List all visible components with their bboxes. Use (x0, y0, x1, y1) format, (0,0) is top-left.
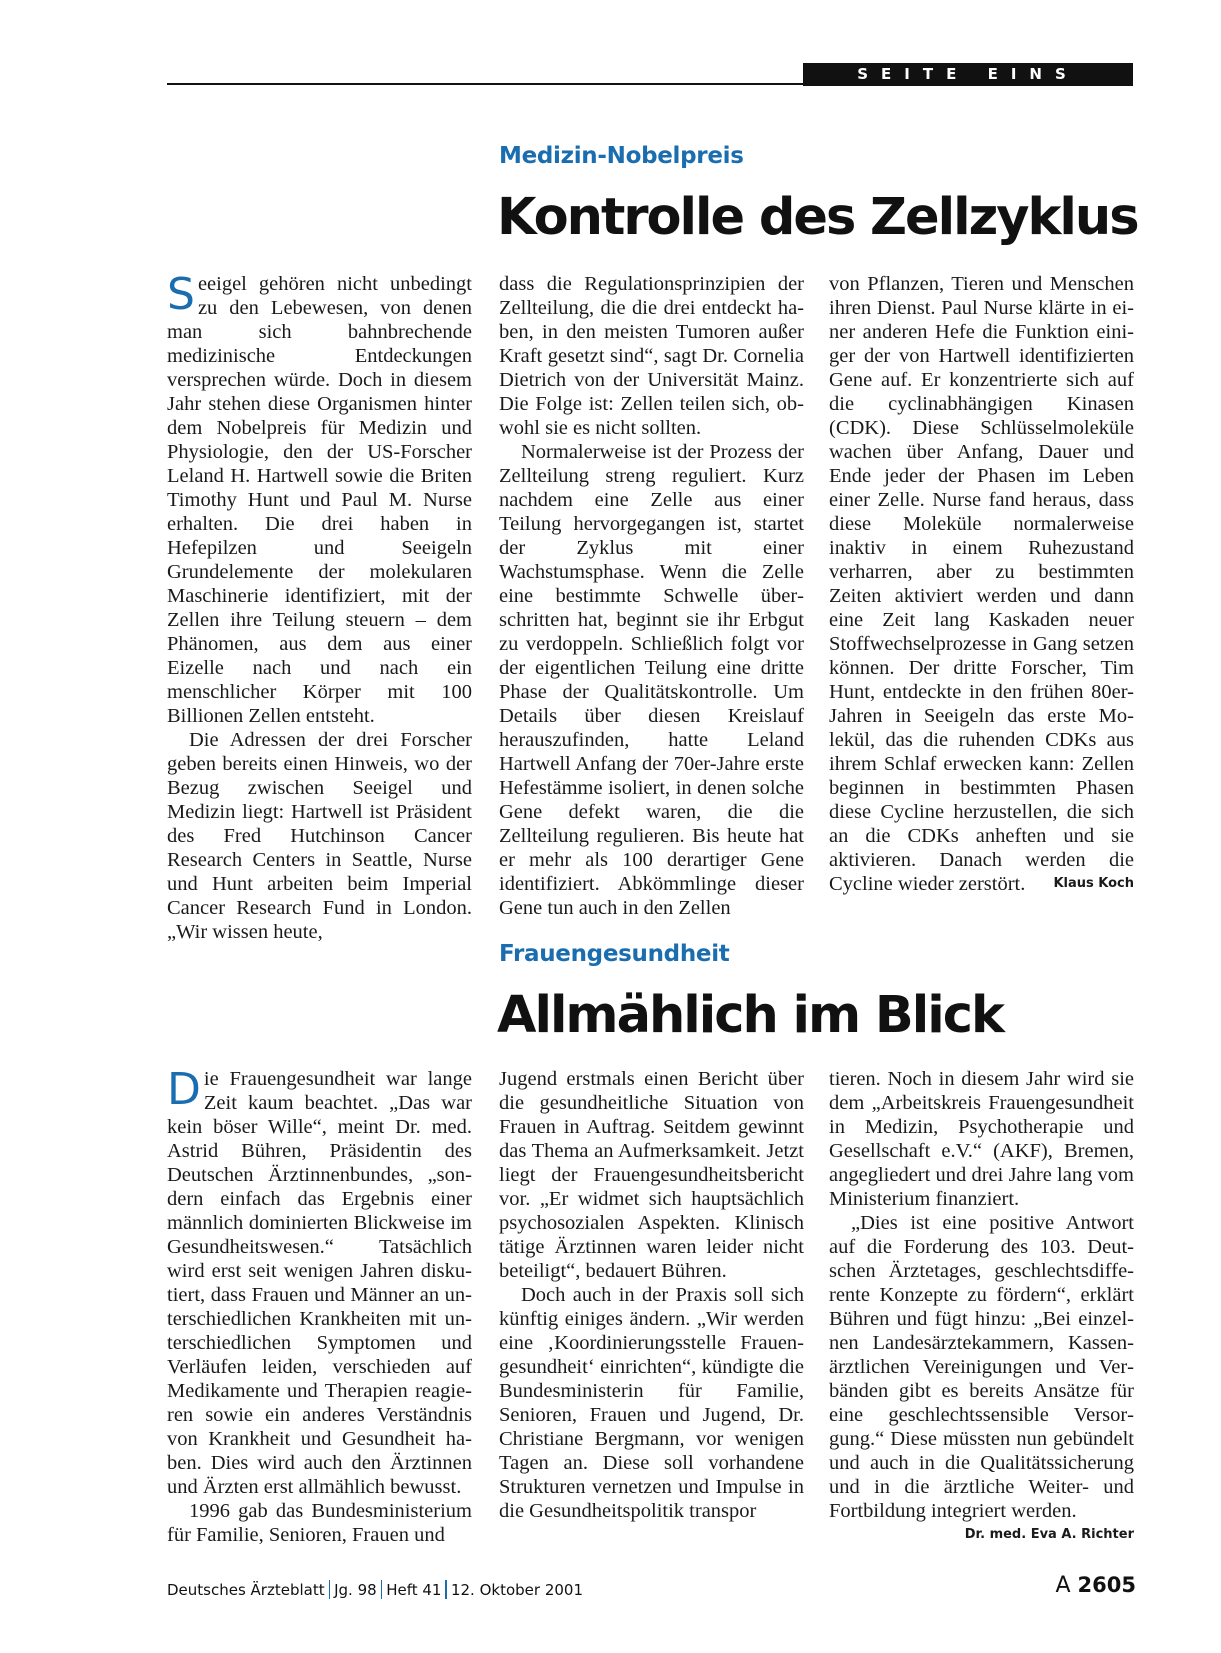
page-number (1055, 1573, 1136, 1598)
article2-paragraph (829, 1211, 1134, 1542)
article1-headline: Kontrolle des Zellzyklus (497, 188, 1138, 247)
journal-name: Deutsches Ärzteblatt (167, 1581, 325, 1599)
article2-paragraph (167, 1064, 472, 1499)
article1-text: eeigel gehören nicht unbedingt zu den Lebewesen, von denen man sich bahnbrechende medizinische Entdeckungen versprechen würde. Doch in diesem Jahr stehen diese Organismen hinter dem Nobelpreis für Medizin und Physiologie, den der US-Forscher Leland H. Hartwell sowie die Briten Timothy Hunt und Paul M. Nurse erhalten. Die drei haben in Hefepilzen und Seeigeln Grundelemente der molekularen Maschinerie identifiziert, mit der Zellen ihre Teilung steuern – dem Phänomen, aus dem aus einer Eizelle nach und nach ein menschlicher Körper mit 100 Billionen Zellen entsteht. (167, 273, 472, 727)
footer-separator (445, 1580, 447, 1599)
article1-text: von Pflanzen, Tieren und Menschen ihren Dienst. Paul Nurse klärte in einer anderen Hefe die Funktion einiger der von Hartwell identifizierten Gene auf. Er konzentrierte sich auf die cyclinabhängigen Kinasen (CDK). Diese Schlüsselmoleküle wachen über Anfang, Dauer und Ende jeder der Phasen im Leben einer Zelle. Nurse fand heraus, dass diese Moleküle normalerweise inaktiv in einem Ruhezustand verharren, aber zu bestimmten Zeiten aktiviert werden und dann eine Zeit lang Kaskaden neuer Stoffwechselprozesse in Gang setzen können. Der dritte Forscher, Tim Hunt, entdeckte in den frühen 80er-Jahren in Seeigeln das erste Molekül, das die ruhenden CDKs aus ihrem Schlaf erwecken kann: Zellen beginnen in bestimmten Phasen diese Cycline herzustellen, die sich an die CDKs anheften und sie aktivieren. Danach werden die Cycline wieder zerstört. (829, 273, 1134, 895)
footer-separator (381, 1580, 383, 1599)
article1-paragraph (829, 272, 1134, 896)
page-footer (167, 1580, 583, 1599)
journal-date: 12. Oktober 2001 (450, 1581, 583, 1599)
article1-author: Klaus Koch (1053, 876, 1134, 891)
article1-paragraph (167, 269, 472, 728)
section-label: SEITE EINS (803, 63, 1133, 86)
footer-separator (329, 1580, 331, 1599)
article2-text: ie Frauengesundheit war lange Zeit kaum beachtet. „Das war kein böser Wille“, meint Dr. med. Astrid Bühren, Präsidentin des Deutschen Ärztinnenbundes, „sondern einfach das Ergebnis einer männlich dominierten Blickweise im Gesundheitswesen.“ Tatsächlich wird erst seit wenigen Jahren diskutiert, dass Frauen und Männer an unterschiedlichen Krankheiten mit unterschiedlichen Symptomen und Verläufen leiden, verschieden auf Medikamente und Therapien reagieren sowie ein anderes Verständnis von Krankheit und Gesundheit haben. Dies wird auch den Ärztinnen und Ärzten erst allmählich bewusst. (167, 1068, 472, 1498)
article1-kicker: Medizin-Nobelpreis (499, 143, 744, 169)
article2-paragraph: tieren. Noch in diesem Jahr wird sie dem „Arbeitskreis Frauengesundheit in Medizin, Psychotherapie und Gesellschaft e.V.“ (AKF), Bremen, angegliedert und drei Jahre lang vom Ministerium finanziert. (829, 1068, 1134, 1210)
article2-kicker: Frauengesundheit (499, 941, 730, 967)
page-prefix: A (1055, 1573, 1071, 1598)
article2-dropcap: D (167, 1064, 201, 1115)
article1-column-3 (829, 272, 1134, 896)
article1-paragraph: dass die Regulationsprinzipien der Zellteilung, die die drei entdeckt haben, in den meisten Tumoren außer Kraft gesetzt sind“, sagt Dr. Cornelia Dietrich von der Universität Mainz. Die Folge ist: Zellen teilen sich, obwohl sie es nicht sollten. (499, 273, 804, 439)
article2-paragraph: Jugend erstmals einen Bericht über die gesundheitliche Situation von Frauen in Auftrag. Seitdem gewinnt das Thema an Aufmerksamkeit. Jetzt liegt der Frauengesundheitsbericht vor. „Er widmet sich hauptsächlich psychosozialen Aspekten. Klinisch tätige Ärztinnen waren leider nicht beteiligt“, bedauert Bühren. (499, 1068, 804, 1282)
article1-column-1 (167, 269, 472, 944)
journal-volume: Jg. 98 (334, 1581, 377, 1599)
page-number-value: 2605 (1077, 1573, 1136, 1597)
journal-issue: Heft 41 (386, 1581, 442, 1599)
article2-column-2 (499, 1067, 804, 1523)
article2-column-3 (829, 1067, 1134, 1547)
article1-paragraph: Normalerweise ist der Prozess der Zellteilung streng reguliert. Kurz nachdem eine Zelle aus einer Teilung hervorgegangen ist, startet der Zyklus mit einer Wachstumsphase. Wenn die Zelle eine bestimmte Schwelle überschritten hat, beginnt sie ihr Erbgut zu verdoppeln. Schließlich folgt vor der eigentlichen Teilung eine dritte Phase der Qualitätskontrolle. Um Details über diesen Kreislauf herauszufinden, hatte Leland Hartwell Anfang der 70er-Jahre erste Hefestämme isoliert, in denen solche Gene defekt waren, die die Zellteilung regulieren. Bis heute hat er mehr als 100 derartiger Gene identifiziert. Abkömmlinge dieser Gene tun auch in den Zellen (499, 441, 804, 919)
article2-text: „Dies ist eine positive Antwort auf die Forderung des 103. Deutschen Ärztetages, geschlechtsdifferente Konzepte zu fördern“, erklärt Bühren und fügt hinzu: „Bei einzelnen Landesärztekammern, Kassenärztlichen Vereinigungen und Verbänden gibt es bereits Ansätze für eine geschlechtssensible Versorgung.“ Diese müssten nun gebündelt und auch in die Qualitätssicherung und in die ärztliche Weiter- und Fortbildung integriert werden. (829, 1212, 1134, 1522)
article2-headline: Allmählich im Blick (497, 986, 1003, 1045)
article1-paragraph: Die Adressen der drei Forscher geben bereits einen Hinweis, wo der Bezug zwischen Seeigel und Medizin liegt: Hartwell ist Präsident des Fred Hutchinson Cancer Research Centers in Seattle, Nurse und Hunt arbeiten beim Imperial Cancer Research Fund in London. „Wir wissen heute, (167, 729, 472, 943)
article1-column-2 (499, 272, 804, 920)
article2-author: Dr. med. Eva A. Richter (964, 1527, 1134, 1542)
article2-column-1 (167, 1064, 472, 1547)
article2-paragraph: Doch auch in der Praxis soll sich künftig einiges ändern. „Wir werden eine ‚Koordinierungsstelle Frauengesundheit‘ einrichten“, kündigte die Bundesministerin für Familie, Senioren, Frauen und Jugend, Dr. Christiane Bergmann, vor wenigen Tagen an. Diese soll vorhandene Strukturen vernetzen und Impulse in die Gesundheitspolitik transpor (499, 1284, 804, 1522)
article2-paragraph: 1996 gab das Bundesministerium für Familie, Senioren, Frauen und (167, 1500, 472, 1546)
article1-dropcap: S (167, 269, 195, 320)
